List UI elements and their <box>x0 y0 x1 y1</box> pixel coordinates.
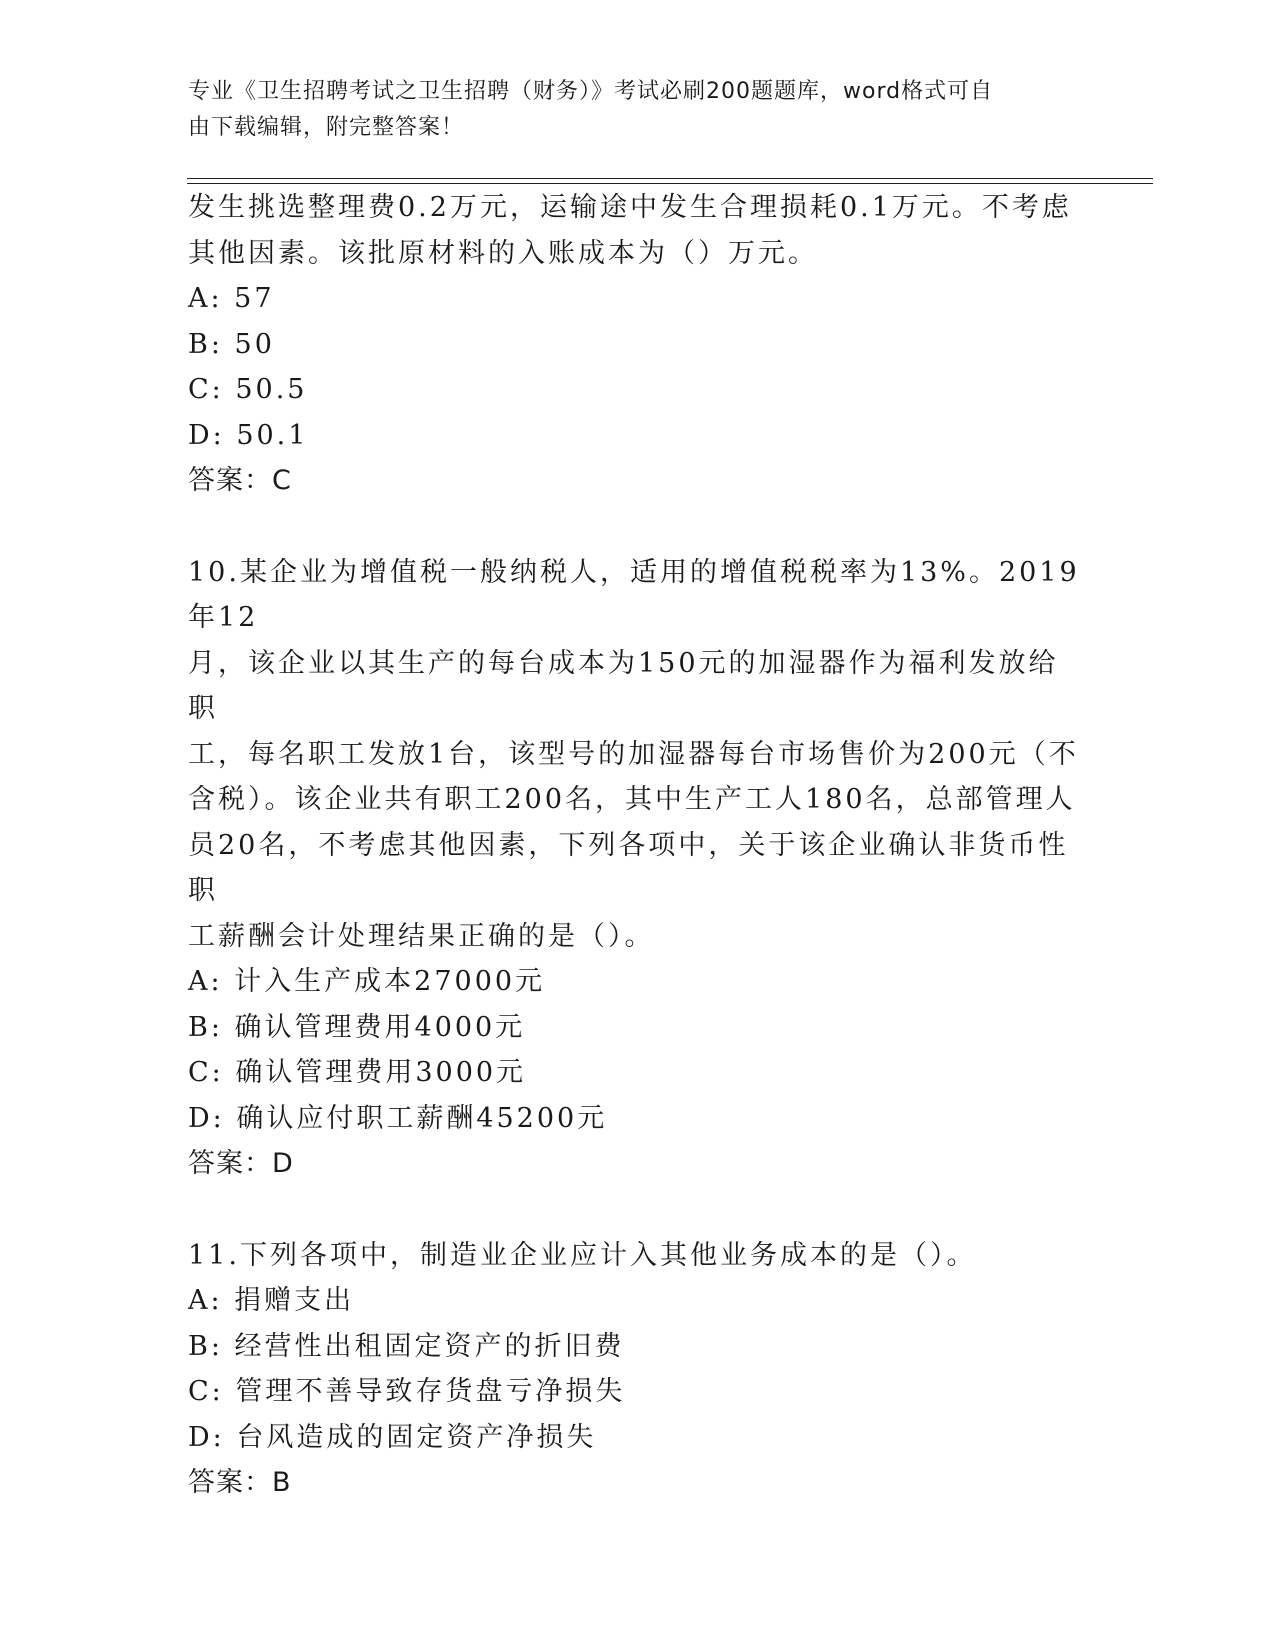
question-9-continued <box>188 185 1088 504</box>
spacer <box>188 504 1088 550</box>
option-a: A: 捐赠支出 <box>188 1285 355 1316</box>
question-stem-line: 发生挑选整理费0.2万元，运输途中发生合理损耗0.1万元。不考虑 <box>188 192 1072 223</box>
header-divider-top <box>187 178 1153 179</box>
document-header <box>188 74 1068 146</box>
question-content <box>188 185 1088 1506</box>
question-stem-line: 含税）。该企业共有职工200名，其中生产工人180名，总部管理人 <box>188 784 1076 815</box>
option-d: D: 确认应付职工薪酬45200元 <box>188 1102 608 1134</box>
option-c: C: 50.5 <box>188 374 308 405</box>
option-b: B: 经营性出租固定资产的折旧费 <box>188 1330 625 1362</box>
answer-line: 答案：B <box>188 1467 292 1498</box>
answer-line: 答案：C <box>188 465 292 496</box>
header-divider-bottom <box>187 183 1153 184</box>
option-a: A: 57 <box>188 283 275 314</box>
question-stem-line: 其他因素。该批原材料的入账成本为（）万元。 <box>188 237 818 269</box>
option-a: A: 计入生产成本27000元 <box>188 966 546 997</box>
question-stem-line: 员20名，不考虑其他因素，下列各项中，关于该企业确认非货币性职 <box>188 829 1069 906</box>
header-line-1: 专业《卫生招聘考试之卫生招聘（财务）》考试必刷200题题库，word格式可自 <box>188 79 994 104</box>
question-stem-line: 月，该企业以其生产的每台成本为150元的加湿器作为福利发放给职 <box>188 647 1059 724</box>
option-d: D: 台风造成的固定资产净损失 <box>188 1421 597 1453</box>
spacer <box>188 1187 1088 1233</box>
question-stem-line: 工，每名职工发放1台，该型号的加湿器每台市场售价为200元（不 <box>188 738 1079 770</box>
option-b: B: 50 <box>188 328 275 360</box>
header-line-2: 由下载编辑，附完整答案！ <box>188 115 465 140</box>
question-stem-line: 工薪酬会计处理结果正确的是（）。 <box>188 920 655 952</box>
option-c: C: 管理不善导致存货盘亏净损失 <box>188 1376 626 1407</box>
option-b: B: 确认管理费用4000元 <box>188 1011 526 1043</box>
option-d: D: 50.1 <box>188 419 309 451</box>
question-11 <box>188 1233 1088 1506</box>
option-c: C: 确认管理费用3000元 <box>188 1057 527 1088</box>
answer-line: 答案：D <box>188 1148 294 1179</box>
question-10 <box>188 550 1088 1187</box>
question-stem-line: 10.某企业为增值税一般纳税人，适用的增值税税率为13%。2019年12 <box>188 556 1080 633</box>
question-stem-line: 11.下列各项中，制造业企业应计入其他业务成本的是（）。 <box>188 1239 977 1271</box>
